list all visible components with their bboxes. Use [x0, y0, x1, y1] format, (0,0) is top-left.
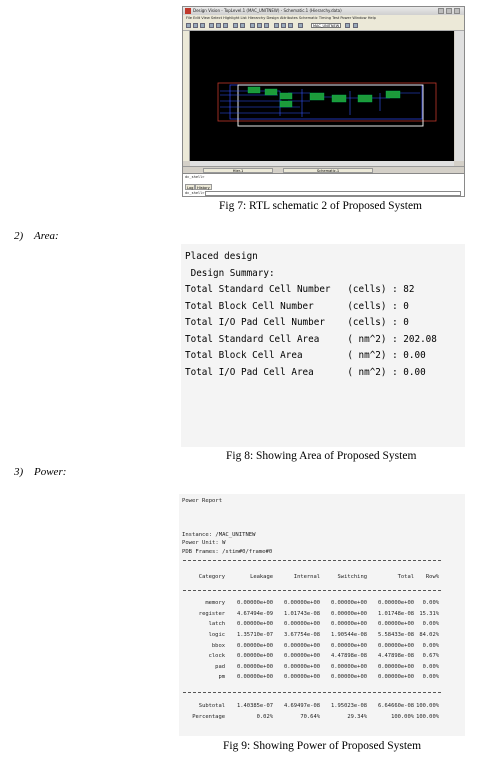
window-controls: [438, 8, 462, 14]
table-cell: 100.00%: [391, 713, 414, 720]
section-power-heading: [14, 466, 66, 478]
table-cell: 0.00000e+00: [236, 663, 273, 670]
table-row: [181, 598, 439, 609]
table-cell: 0.00000e+00: [377, 600, 414, 607]
table-cell: 0.00000e+00: [377, 642, 414, 649]
table-cell: clock: [208, 653, 225, 660]
table-cell: 5.58433e-08: [377, 632, 414, 639]
table-row: [181, 672, 439, 683]
table-cell: 0.00%: [422, 674, 439, 681]
app-icon: [185, 8, 191, 14]
table-cell: 0.00000e+00: [236, 674, 273, 681]
zoom-out-icon: [257, 23, 262, 28]
table-cell: 0.00000e+00: [236, 600, 273, 607]
zoom-in-icon: [250, 23, 255, 28]
undo-icon: [233, 23, 238, 28]
save-icon: [200, 23, 205, 28]
table-cell: 0.00000e+00: [283, 621, 320, 628]
table-cell: 0.00000e+00: [283, 600, 320, 607]
table-row: [181, 651, 439, 662]
minimize-icon: [438, 8, 444, 14]
table-cell: 70.64%: [300, 713, 320, 720]
area-line: Total Standard Cell Area ( nm^2) : 202.08: [185, 333, 437, 345]
column-header: Total: [397, 574, 414, 581]
go-icon: [345, 23, 350, 28]
hierarchy-icon: [288, 23, 293, 28]
section-title: Area:: [34, 230, 59, 242]
new-icon: [186, 23, 191, 28]
section-number: 2): [14, 230, 24, 242]
table-cell: 0.00000e+00: [330, 600, 367, 607]
console-output: dc_shell>: [185, 175, 205, 179]
table-row: [181, 640, 439, 651]
table-cell: 1.01743e-08: [283, 610, 320, 617]
table-cell: 0.00000e+00: [283, 642, 320, 649]
table-cell: 3.67754e-08: [283, 632, 320, 639]
copy-icon: [216, 23, 221, 28]
fig7-caption: Fig 7: RTL schematic 2 of Proposed System: [219, 200, 422, 212]
power-table-totals: [181, 701, 439, 722]
column-header: Category: [198, 574, 225, 581]
table-cell: latch: [208, 621, 225, 628]
power-table-body: [181, 598, 439, 683]
section-area-heading: [14, 230, 59, 242]
table-cell: 0.00000e+00: [236, 621, 273, 628]
table-cell: 4.69497e-08: [283, 703, 320, 710]
open-icon: [193, 23, 198, 28]
area-line: Design Summary:: [185, 267, 275, 279]
table-cell: Subtotal: [198, 703, 225, 710]
table-cell: pm: [218, 674, 225, 681]
command-prompt: dc_shell>: [185, 191, 205, 195]
column-header: Switching: [337, 574, 367, 581]
table-cell: 0.00%: [422, 663, 439, 670]
filter-icon: [353, 23, 358, 28]
power-unit-line: Power Unit: W: [182, 540, 226, 546]
vertical-scrollbar[interactable]: [455, 31, 464, 161]
table-cell: 0.00000e+00: [377, 621, 414, 628]
tab-history[interactable]: History: [197, 186, 210, 190]
power-report-box: [179, 494, 465, 736]
table-cell: 0.00000e+00: [283, 674, 320, 681]
table-cell: 29.34%: [347, 713, 367, 720]
table-cell: 0.00%: [422, 621, 439, 628]
section-number: 3): [14, 466, 24, 478]
table-cell: memory: [205, 600, 225, 607]
table-cell: 1.90544e-08: [330, 632, 367, 639]
cell-block: [358, 95, 372, 102]
tab-hier[interactable]: Hier.1: [203, 168, 273, 173]
divider: [183, 560, 441, 561]
table-cell: 0.00000e+00: [330, 610, 367, 617]
tab-schematic[interactable]: Schematic.1: [283, 168, 373, 173]
close-icon: [454, 8, 460, 14]
paste-icon: [223, 23, 228, 28]
table-cell: 4.67494e-09: [236, 610, 273, 617]
toolbar: [183, 22, 464, 31]
section-title: Power:: [34, 466, 67, 478]
instance-line: Instance: /MAC_UNITNEW: [182, 532, 256, 538]
maximize-icon: [446, 8, 452, 14]
table-cell: 100.00%: [416, 703, 439, 710]
table-cell: 1.01748e-08: [377, 610, 414, 617]
window-title-bar: [183, 7, 464, 15]
table-cell: 0.00000e+00: [236, 653, 273, 660]
divider: [183, 692, 441, 693]
table-cell: bbox: [211, 642, 225, 649]
column-header: Row%: [425, 574, 439, 581]
cell-block: [386, 91, 400, 98]
table-cell: 0.00%: [422, 642, 439, 649]
cell-block: [280, 93, 292, 99]
cell-block: [332, 95, 346, 102]
table-cell: register: [198, 610, 225, 617]
tab-log[interactable]: Log: [187, 186, 194, 190]
table-cell: pad: [215, 663, 225, 670]
pdb-frames-line: PDB Frames: /stim#0/frame#0: [182, 549, 273, 555]
table-cell: 0.00000e+00: [330, 642, 367, 649]
area-summary-box: [181, 244, 465, 447]
table-cell: 15.31%: [419, 610, 439, 617]
cut-icon: [209, 23, 214, 28]
table-cell: 84.02%: [419, 632, 439, 639]
timing-icon: [298, 23, 303, 28]
table-header-row: [181, 572, 439, 583]
fig9-caption: Fig 9: Showing Power of Proposed System: [223, 740, 422, 752]
zoom-fit-icon: [264, 23, 269, 28]
table-cell: 0.00000e+00: [283, 663, 320, 670]
area-line: Placed design: [185, 251, 258, 262]
area-line: Total I/O Pad Cell Area ( nm^2) : 0.00: [185, 366, 426, 378]
cell-block: [265, 89, 277, 95]
cell-block: [248, 87, 260, 93]
table-row: [181, 619, 439, 630]
column-header: Leakage: [250, 574, 273, 581]
symbol-icon: [281, 23, 286, 28]
table-cell: 0.67%: [422, 653, 439, 660]
cell-block: [310, 93, 324, 100]
table-row: [181, 630, 439, 641]
schematic-drawing: [190, 31, 454, 161]
table-cell: 0.00000e+00: [283, 653, 320, 660]
console-panel: [183, 173, 464, 197]
divider: [183, 590, 441, 591]
power-table: [181, 572, 439, 583]
fig8-caption: Fig 8: Showing Area of Proposed System: [226, 450, 417, 462]
command-input[interactable]: [205, 191, 461, 196]
window-title: Design Vision - TopLevel.1 (MAC_UNITNEW) - Schematic.1 (Hierarchy.data): [193, 8, 342, 13]
cell-block: [280, 101, 292, 107]
area-line: Total I/O Pad Cell Number (cells) : 0: [185, 317, 409, 328]
power-report-title: Power Report: [182, 498, 223, 504]
table-cell: 4.47898e-08: [330, 653, 367, 660]
table-row: [181, 662, 439, 673]
table-cell: 0.00000e+00: [330, 663, 367, 670]
table-cell: 4.47898e-08: [377, 653, 414, 660]
menu-bar: [183, 15, 464, 22]
table-cell: 0.00%: [422, 600, 439, 607]
schematic-icon: [274, 23, 279, 28]
table-cell: Percentage: [192, 713, 225, 720]
table-cell: 100.00%: [416, 713, 439, 720]
table-cell: 6.64660e-08: [377, 703, 414, 710]
area-line: Total Block Cell Number (cells) : 0: [185, 300, 409, 312]
menu-items: File Edit View Select Highlight List Hierarchy Design Attributes Schematic Timing Test Power Window Help: [186, 16, 376, 20]
table-cell: 1.35710e-07: [236, 632, 273, 639]
area-line: Total Standard Cell Number (cells) : 82: [185, 284, 415, 295]
table-cell: 0.00000e+00: [236, 642, 273, 649]
table-cell: 0.00000e+00: [377, 663, 414, 670]
table-row: [181, 609, 439, 620]
schematic-canvas: [190, 31, 454, 161]
table-cell: 0.02%: [256, 713, 273, 720]
area-report: [185, 249, 437, 381]
table-cell: 1.95023e-08: [330, 703, 367, 710]
cells: [248, 87, 400, 107]
area-line: Total Block Cell Area ( nm^2) : 0.00: [185, 350, 426, 361]
percentage-row: [181, 712, 439, 723]
redo-icon: [240, 23, 245, 28]
table-cell: 0.00000e+00: [330, 621, 367, 628]
table-cell: 0.00000e+00: [330, 674, 367, 681]
design-select: MAC_UNITNEW: [313, 24, 340, 28]
left-panel: [183, 31, 190, 161]
subtotal-row: [181, 701, 439, 712]
column-header: Internal: [293, 574, 320, 581]
table-cell: 1.40385e-07: [236, 703, 273, 710]
table-cell: logic: [208, 632, 225, 639]
rtl-schematic-screenshot: [182, 6, 465, 197]
table-cell: 0.00000e+00: [377, 674, 414, 681]
